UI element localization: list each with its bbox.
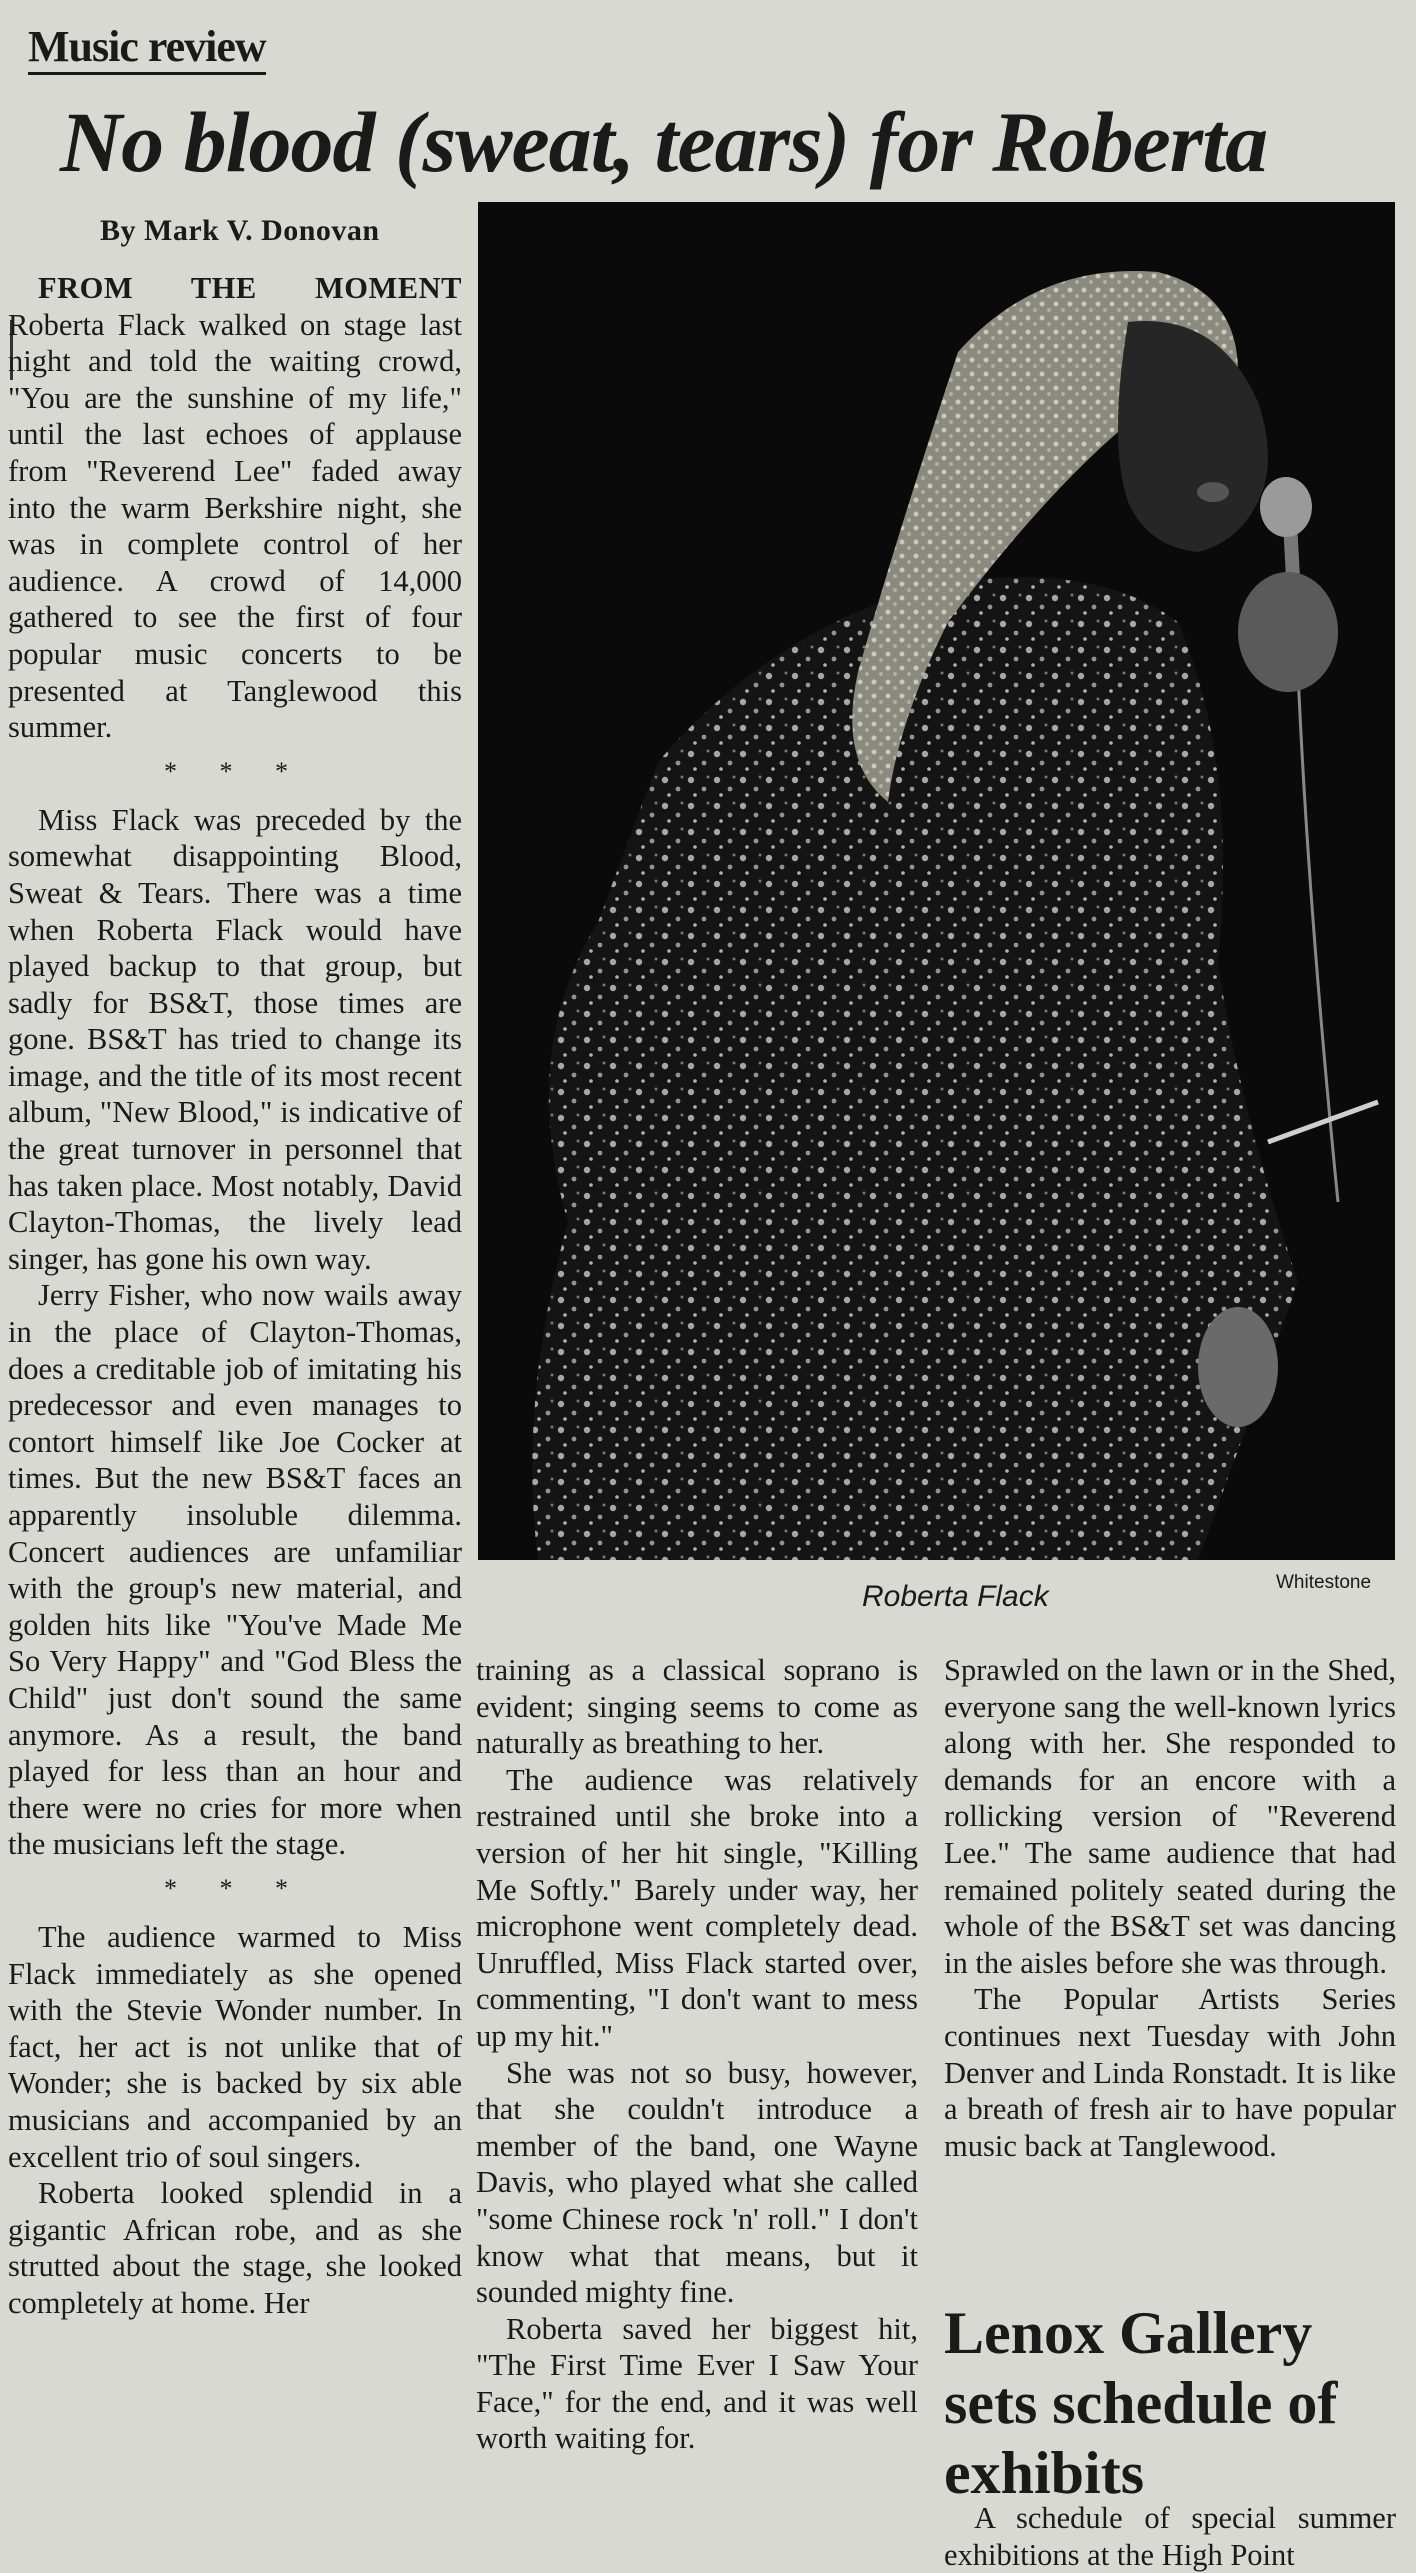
headline: No blood (sweat, tears) for Roberta: [60, 94, 1268, 190]
article-paragraph: Jerry Fisher, who now wails away in the place of Clayton-Thomas, does a creditable job of imitating his predecessor and even manages to contort himself like Joe Cocker at times. But the new BS&T faces an apparently insoluble dilemma. Concert audiences are unfamiliar with the group's new material, and golden hits like "You've Made Me So Very Happy" and "God Bless the Child" just don't sound the same anymore. As a result, the band played for less than an hour and there were no cries for more when the musicians left the stage.: [8, 1278, 462, 1862]
paragraph-text: Roberta Flack walked on stage last night and told the waiting crowd, "You are the sunshine of my life," until the last echoes of applause from "Reverend Lee" faded away into the warm Berkshire night, she was in complete control of her audience. A crowd of 14,000 gathered to see the first of four popular music concerts to be presented at Tanglewood this summer.: [8, 307, 462, 745]
section-separator: * * *: [164, 756, 306, 786]
photo-caption: Roberta Flack: [862, 1580, 1049, 1613]
article-paragraph: A schedule of special summer exhibitions at the High Point: [944, 2501, 1396, 2572]
performer-photo: [478, 202, 1395, 1560]
article-paragraph: She was not so busy, however, that she couldn't introduce a member of the band, one Wayne Davis, who played what she called "some Chinese rock 'n' roll." I don't know what that means, but it sounded mighty fine.: [476, 2055, 918, 2310]
lead-in: FROM THE MOMENT: [38, 271, 462, 305]
article-column-3: [944, 1652, 1396, 2164]
article-paragraph: Roberta looked splendid in a gigantic African robe, and as she strutted about the stage, she looked completely at home. Her: [8, 2176, 462, 2320]
next-story-headline: Lenox Gallery sets schedule of exhibits: [944, 2300, 1338, 2506]
article-paragraph: [8, 270, 462, 746]
article-paragraph: The Popular Artists Series continues next Tuesday with John Denver and Linda Ronstadt. It is like a breath of fresh air to have popular music back at Tanglewood.: [944, 1982, 1396, 2163]
photo-illustration: [478, 202, 1395, 1560]
article-paragraph: Miss Flack was preceded by the somewhat disappointing Blood, Sweat & Tears. There was a time when Roberta Flack would have played backup to that group, but sadly for BS&T, those times are gone. BS&T has tried to change its image, and the title of its most recent album, "New Blood," is indicative of the great turnover in personnel that has taken place. Most notably, David Clayton-Thomas, the lively lead singer, has gone his own way.: [8, 802, 462, 1276]
section-separator: * * *: [164, 1873, 306, 1903]
article-paragraph: training as a classical soprano is evident; singing seems to come as naturally as breathing to her.: [476, 1653, 918, 1761]
article-paragraph: The audience was relatively restrained until she broke into a version of her hit single, "Killing Me Softly." Barely under way, her microphone went completely dead. Unruffled, Miss Flack started over, commenting, "I don't want to mess up my hit.": [476, 1762, 918, 2053]
article-column-2: [476, 1652, 918, 2457]
article-column-1: [8, 270, 462, 2321]
photo-credit: Whitestone: [1276, 1572, 1372, 1593]
article-paragraph: Roberta saved her biggest hit, "The First Time Ever I Saw Your Face," for the end, and it was well worth waiting for.: [476, 2311, 918, 2456]
article-paragraph: Sprawled on the lawn or in the Shed, everyone sang the well-known lyrics along with her. She responded to demands for an encore with a rollicking version of "Reverend Lee." The same audience that had remained politely seated during the whole of the BS&T set was dancing in the aisles before she was through.: [944, 1653, 1396, 1980]
section-kicker: Music review: [28, 22, 266, 75]
article-paragraph: The audience warmed to Miss Flack immediately as she opened with the Stevie Wonder number. In fact, her act is not unlike that of Wonder; she is backed by six able musicians and accompanied by an excellent trio of soul singers.: [8, 1919, 462, 2174]
next-story-text: [944, 2500, 1396, 2573]
byline: By Mark V. Donovan: [100, 214, 380, 247]
